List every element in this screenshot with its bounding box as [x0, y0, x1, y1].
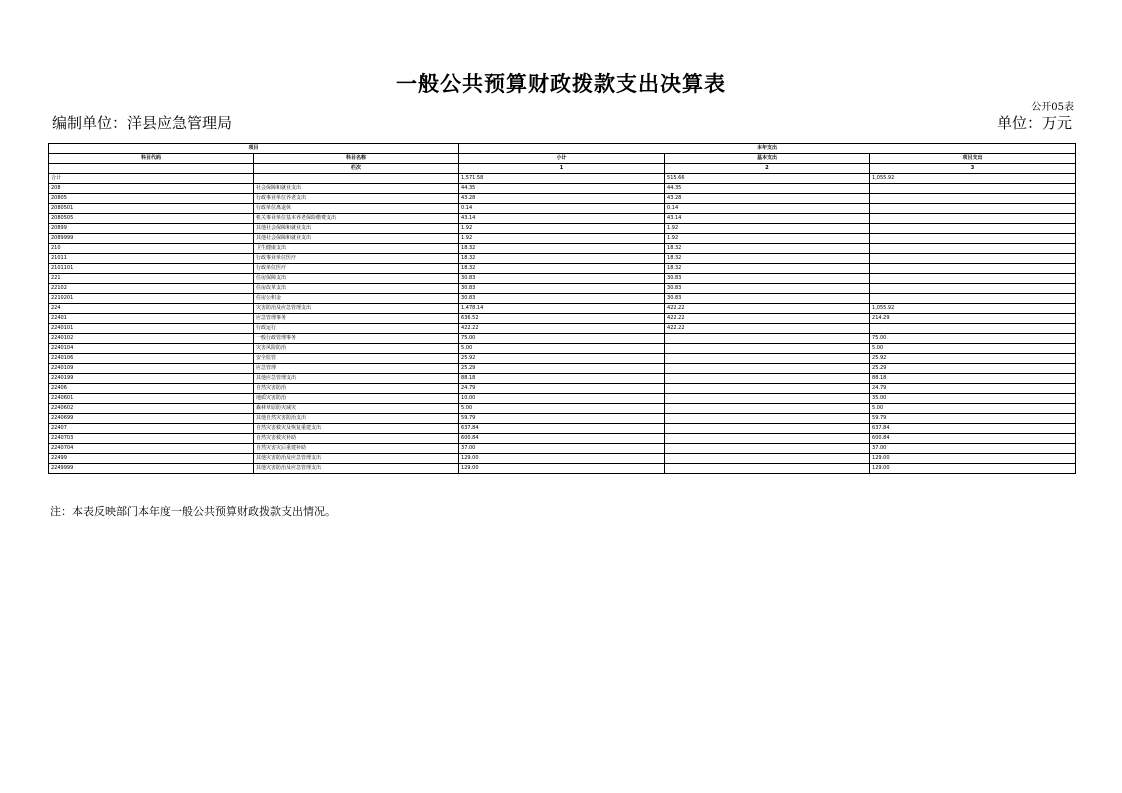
cell-basic: 0.14	[665, 204, 870, 214]
cell-code: 2089999	[49, 234, 254, 244]
cell-program	[870, 234, 1076, 244]
cell-program	[870, 254, 1076, 264]
table-row	[49, 354, 1076, 364]
table-row	[49, 344, 1076, 354]
cell-total: 30.83	[459, 274, 665, 284]
cell-basic: 44.35	[665, 184, 870, 194]
cell-basic: 422.22	[665, 324, 870, 334]
cell-program: 37.00	[870, 444, 1076, 454]
header-subtotal: 小计	[459, 154, 665, 164]
cell-basic: 1.92	[665, 224, 870, 234]
cell-total: 422.22	[459, 324, 665, 334]
cell-total: 43.28	[459, 194, 665, 204]
expenditure-table	[48, 143, 1076, 474]
header-col3: 3	[870, 164, 1076, 174]
table-row	[49, 284, 1076, 294]
cell-basic	[665, 434, 870, 444]
cell-code: 2240602	[49, 404, 254, 414]
cell-total: 43.14	[459, 214, 665, 224]
cell-total: 30.83	[459, 294, 665, 304]
cell-name: 机关事业单位基本养老保险缴费支出	[254, 214, 459, 224]
header-current-expense: 本年支出	[459, 144, 1076, 154]
cell-code: 22406	[49, 384, 254, 394]
header-col1: 1	[459, 164, 665, 174]
cell-basic	[665, 364, 870, 374]
cell-program: 24.79	[870, 384, 1076, 394]
cell-program: 25.92	[870, 354, 1076, 364]
cell-code: 2240704	[49, 444, 254, 454]
cell-total: 5.00	[459, 344, 665, 354]
table-row	[49, 434, 1076, 444]
table-row	[49, 274, 1076, 284]
cell-basic: 422.22	[665, 314, 870, 324]
cell-name: 其他应急管理支出	[254, 374, 459, 384]
cell-code: 2080505	[49, 214, 254, 224]
cell-code: 2240102	[49, 334, 254, 344]
header-row-index	[49, 164, 1076, 174]
header-project: 项目	[49, 144, 459, 154]
cell-code: 2240109	[49, 364, 254, 374]
cell-total: 18.32	[459, 244, 665, 254]
cell-program	[870, 264, 1076, 274]
cell-total: 1,571.58	[459, 174, 665, 184]
cell-name: 其他社会保障和就业支出	[254, 224, 459, 234]
table-row	[49, 334, 1076, 344]
header-col-label: 栏次	[254, 164, 459, 174]
cell-basic: 1.92	[665, 234, 870, 244]
cell-name: 住房改革支出	[254, 284, 459, 294]
cell-total: 18.32	[459, 254, 665, 264]
cell-total: 637.84	[459, 424, 665, 434]
cell-total: 1,478.14	[459, 304, 665, 314]
cell-program	[870, 284, 1076, 294]
cell-total: 25.29	[459, 364, 665, 374]
header-basic: 基本支出	[665, 154, 870, 164]
cell-program	[870, 324, 1076, 334]
cell-name: 其他自然灾害防治支出	[254, 414, 459, 424]
cell-program: 5.00	[870, 344, 1076, 354]
cell-basic	[665, 454, 870, 464]
cell-name: 住房保障支出	[254, 274, 459, 284]
table-row	[49, 364, 1076, 374]
header-row-columns	[49, 154, 1076, 164]
table-row	[49, 394, 1076, 404]
cell-code: 合计	[49, 174, 254, 184]
cell-program	[870, 274, 1076, 284]
cell-code: 210	[49, 244, 254, 254]
cell-basic: 18.32	[665, 264, 870, 274]
cell-total: 1.92	[459, 234, 665, 244]
cell-program: 1,055.92	[870, 304, 1076, 314]
cell-code: 2240199	[49, 374, 254, 384]
table-row	[49, 254, 1076, 264]
cell-code: 20805	[49, 194, 254, 204]
cell-total: 24.79	[459, 384, 665, 394]
cell-code: 224	[49, 304, 254, 314]
cell-name: 行政单位离退休	[254, 204, 459, 214]
cell-program: 75.00	[870, 334, 1076, 344]
cell-total: 75.00	[459, 334, 665, 344]
cell-name: 住房公积金	[254, 294, 459, 304]
unit-label: 单位：万元	[996, 114, 1072, 132]
cell-name: 卫生健康支出	[254, 244, 459, 254]
cell-basic: 30.83	[665, 274, 870, 284]
table-row	[49, 174, 1076, 184]
cell-basic	[665, 334, 870, 344]
cell-name: 自然灾害救灾及恢复重建支出	[254, 424, 459, 434]
table-row	[49, 454, 1076, 464]
cell-code: 208	[49, 184, 254, 194]
table-row	[49, 264, 1076, 274]
table-row	[49, 184, 1076, 194]
cell-basic: 515.66	[665, 174, 870, 184]
cell-program: 88.18	[870, 374, 1076, 384]
cell-code: 221	[49, 274, 254, 284]
cell-total: 30.83	[459, 284, 665, 294]
cell-name: 行政单位医疗	[254, 264, 459, 274]
cell-total: 636.52	[459, 314, 665, 324]
footnote: 注：本表反映部门本年度一般公共预算财政拨款支出情况。	[50, 505, 336, 518]
table-row	[49, 194, 1076, 204]
cell-program: 59.79	[870, 414, 1076, 424]
cell-total: 88.18	[459, 374, 665, 384]
table-row	[49, 224, 1076, 234]
table-row	[49, 314, 1076, 324]
table-row	[49, 204, 1076, 214]
cell-name: 其他社会保障和就业支出	[254, 234, 459, 244]
cell-code: 2249999	[49, 464, 254, 474]
cell-name: 一般行政管理事务	[254, 334, 459, 344]
cell-code: 2240601	[49, 394, 254, 404]
cell-total: 600.84	[459, 434, 665, 444]
cell-basic	[665, 394, 870, 404]
header-row-top	[49, 144, 1076, 154]
cell-total: 10.00	[459, 394, 665, 404]
cell-basic	[665, 344, 870, 354]
header-index-blank	[49, 164, 254, 174]
cell-code: 21011	[49, 254, 254, 264]
cell-name: 应急管理事务	[254, 314, 459, 324]
cell-program: 25.29	[870, 364, 1076, 374]
cell-code: 22407	[49, 424, 254, 434]
cell-name: 应急管理	[254, 364, 459, 374]
header-name: 科目名称	[254, 154, 459, 164]
cell-name: 自然灾害救灾补助	[254, 434, 459, 444]
cell-basic: 422.22	[665, 304, 870, 314]
cell-program: 214.29	[870, 314, 1076, 324]
cell-total: 0.14	[459, 204, 665, 214]
cell-program: 5.00	[870, 404, 1076, 414]
cell-basic	[665, 354, 870, 364]
cell-name: 行政事业单位医疗	[254, 254, 459, 264]
cell-name: 灾害防治及应急管理支出	[254, 304, 459, 314]
cell-program	[870, 194, 1076, 204]
organization-label: 编制单位：洋县应急管理局	[52, 114, 233, 132]
table-row	[49, 464, 1076, 474]
cell-code: 22401	[49, 314, 254, 324]
cell-program: 600.84	[870, 434, 1076, 444]
cell-code: 20899	[49, 224, 254, 234]
header-program: 项目支出	[870, 154, 1076, 164]
cell-name: 其他灾害防治及应急管理支出	[254, 454, 459, 464]
table-row	[49, 384, 1076, 394]
cell-program	[870, 214, 1076, 224]
cell-name: 安全监管	[254, 354, 459, 364]
cell-name	[254, 174, 459, 184]
header-col2: 2	[665, 164, 870, 174]
cell-program	[870, 244, 1076, 254]
cell-program	[870, 204, 1076, 214]
cell-code: 2080501	[49, 204, 254, 214]
cell-basic	[665, 464, 870, 474]
cell-basic	[665, 444, 870, 454]
cell-total: 18.32	[459, 264, 665, 274]
cell-code: 2210201	[49, 294, 254, 304]
cell-total: 44.35	[459, 184, 665, 194]
cell-name: 森林草原防灾减灾	[254, 404, 459, 414]
page-title: 一般公共预算财政拨款支出决算表	[396, 71, 726, 96]
cell-name: 行政运行	[254, 324, 459, 334]
cell-name: 灾害风险防治	[254, 344, 459, 354]
cell-program: 637.84	[870, 424, 1076, 434]
cell-total: 25.92	[459, 354, 665, 364]
table-row	[49, 294, 1076, 304]
table-row	[49, 404, 1076, 414]
cell-total: 129.00	[459, 454, 665, 464]
cell-basic: 30.83	[665, 294, 870, 304]
table-row	[49, 244, 1076, 254]
table-row	[49, 234, 1076, 244]
table-row	[49, 374, 1076, 384]
cell-basic	[665, 424, 870, 434]
cell-basic	[665, 374, 870, 384]
cell-basic	[665, 384, 870, 394]
cell-name: 自然灾害灾后重建补助	[254, 444, 459, 454]
cell-code: 2240101	[49, 324, 254, 334]
cell-basic	[665, 404, 870, 414]
cell-basic: 18.32	[665, 254, 870, 264]
cell-basic: 43.14	[665, 214, 870, 224]
cell-name: 行政事业单位养老支出	[254, 194, 459, 204]
cell-basic: 30.83	[665, 284, 870, 294]
table-row	[49, 444, 1076, 454]
cell-program: 35.00	[870, 394, 1076, 404]
cell-name: 自然灾害防治	[254, 384, 459, 394]
cell-code: 2101101	[49, 264, 254, 274]
cell-program	[870, 184, 1076, 194]
table-row	[49, 414, 1076, 424]
cell-code: 22102	[49, 284, 254, 294]
table-row	[49, 214, 1076, 224]
cell-name: 社会保障和就业支出	[254, 184, 459, 194]
cell-code: 2240106	[49, 354, 254, 364]
cell-total: 59.79	[459, 414, 665, 424]
cell-basic	[665, 414, 870, 424]
cell-total: 37.00	[459, 444, 665, 454]
form-number: 公开05表	[1031, 102, 1074, 113]
cell-program: 1,055.92	[870, 174, 1076, 184]
table-row	[49, 424, 1076, 434]
cell-program: 129.00	[870, 464, 1076, 474]
cell-basic: 18.32	[665, 244, 870, 254]
cell-total: 1.92	[459, 224, 665, 234]
table-row	[49, 324, 1076, 334]
cell-program: 129.00	[870, 454, 1076, 464]
table-row	[49, 304, 1076, 314]
cell-name: 地质灾害防治	[254, 394, 459, 404]
cell-total: 5.00	[459, 404, 665, 414]
cell-code: 2240699	[49, 414, 254, 424]
cell-total: 129.00	[459, 464, 665, 474]
cell-code: 2240703	[49, 434, 254, 444]
header-code: 科目代码	[49, 154, 254, 164]
cell-code: 22499	[49, 454, 254, 464]
cell-basic: 43.28	[665, 194, 870, 204]
cell-program	[870, 294, 1076, 304]
cell-name: 其他灾害防治及应急管理支出	[254, 464, 459, 474]
cell-code: 2240104	[49, 344, 254, 354]
cell-program	[870, 224, 1076, 234]
